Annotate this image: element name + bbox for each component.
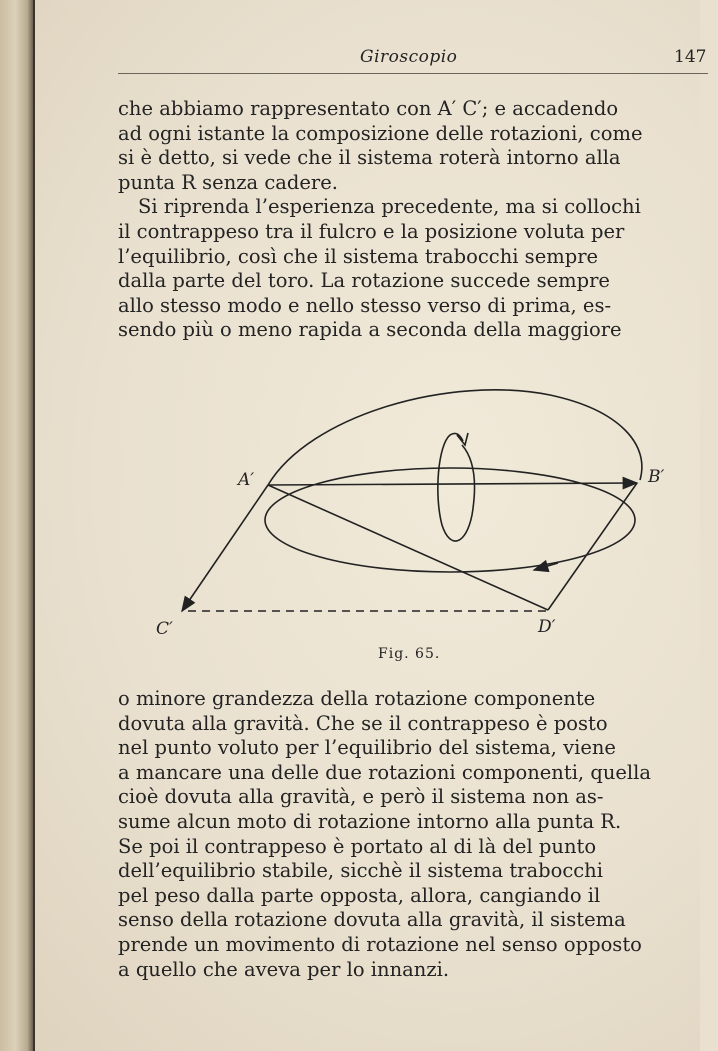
text-line: allo stesso modo e nello stesso verso di prima, es-: [118, 293, 612, 317]
label-b: B′: [648, 467, 665, 487]
text-line: ad ogni istante la composizione delle rotazioni, come: [118, 121, 643, 145]
text-line: Se poi il contrappeso è portato al di là del punto: [118, 834, 597, 858]
text-line: si è detto, si vede che il sistema roterà intorno alla: [118, 146, 621, 170]
axis-ab: [268, 483, 637, 485]
text-line: a mancare una delle due rotazioni componenti, quella: [118, 760, 652, 784]
text-line: dalla parte del toro. La rotazione succede sempre: [118, 269, 610, 293]
text-block-bottom: [118, 687, 718, 982]
text-line: sendo più o meno rapida a seconda della maggiore: [118, 318, 622, 342]
header-rule: [118, 73, 708, 74]
text-line: nel punto voluto per l’equilibrio del sistema, viene: [118, 736, 616, 760]
label-a: A′: [238, 470, 255, 490]
header-title: Giroscopio: [360, 47, 458, 67]
upper-arc: [268, 390, 642, 485]
text-line: a quello che aveva per lo innanzi.: [118, 957, 450, 981]
text-line: il contrappeso tra il fulcro e la posizione voluta per: [118, 219, 625, 243]
text-line: dovuta alla gravità. Che se il contrappeso è posto: [118, 711, 608, 735]
gutter-edge: [33, 0, 35, 1051]
text-line: l’equilibrio, così che il sistema trabocchi sempre: [118, 244, 599, 268]
line-bd: [548, 483, 637, 610]
text-line: punta R senza cadere.: [118, 170, 338, 194]
text-line: o minore grandezza della rotazione componente: [118, 687, 596, 710]
text-line: cioè dovuta alla gravità, e però il sistema non as-: [118, 785, 604, 809]
vertical-loop: [438, 433, 475, 541]
figure-65: [150, 375, 690, 675]
line-ac: [182, 485, 268, 611]
gyroscope-diagram: [150, 375, 690, 675]
text-line: senso della rotazione dovuta alla gravità, il sistema: [118, 908, 626, 932]
figure-caption: Fig. 65.: [378, 646, 441, 662]
text-line: pel peso dalla parte opposta, allora, cangiando il: [118, 883, 601, 907]
text-line: che abbiamo rappresentato con A′ C′; e accadendo: [118, 97, 619, 120]
label-d: D′: [538, 617, 556, 637]
text-line: sume alcun moto di rotazione intorno alla punta R.: [118, 809, 622, 833]
text-block-top: [118, 97, 718, 343]
text-line: prende un movimento di rotazione nel senso opposto: [118, 932, 642, 956]
label-c: C′: [156, 619, 173, 639]
page-number: 147: [674, 47, 707, 67]
running-header: [118, 44, 718, 74]
text-line: dell’equilibrio stabile, sicchè il sistema trabocchi: [118, 859, 603, 883]
text-line: Si riprenda l’esperienza precedente, ma si collochi: [138, 195, 641, 219]
line-ad: [268, 485, 548, 610]
book-gutter: [0, 0, 34, 1051]
